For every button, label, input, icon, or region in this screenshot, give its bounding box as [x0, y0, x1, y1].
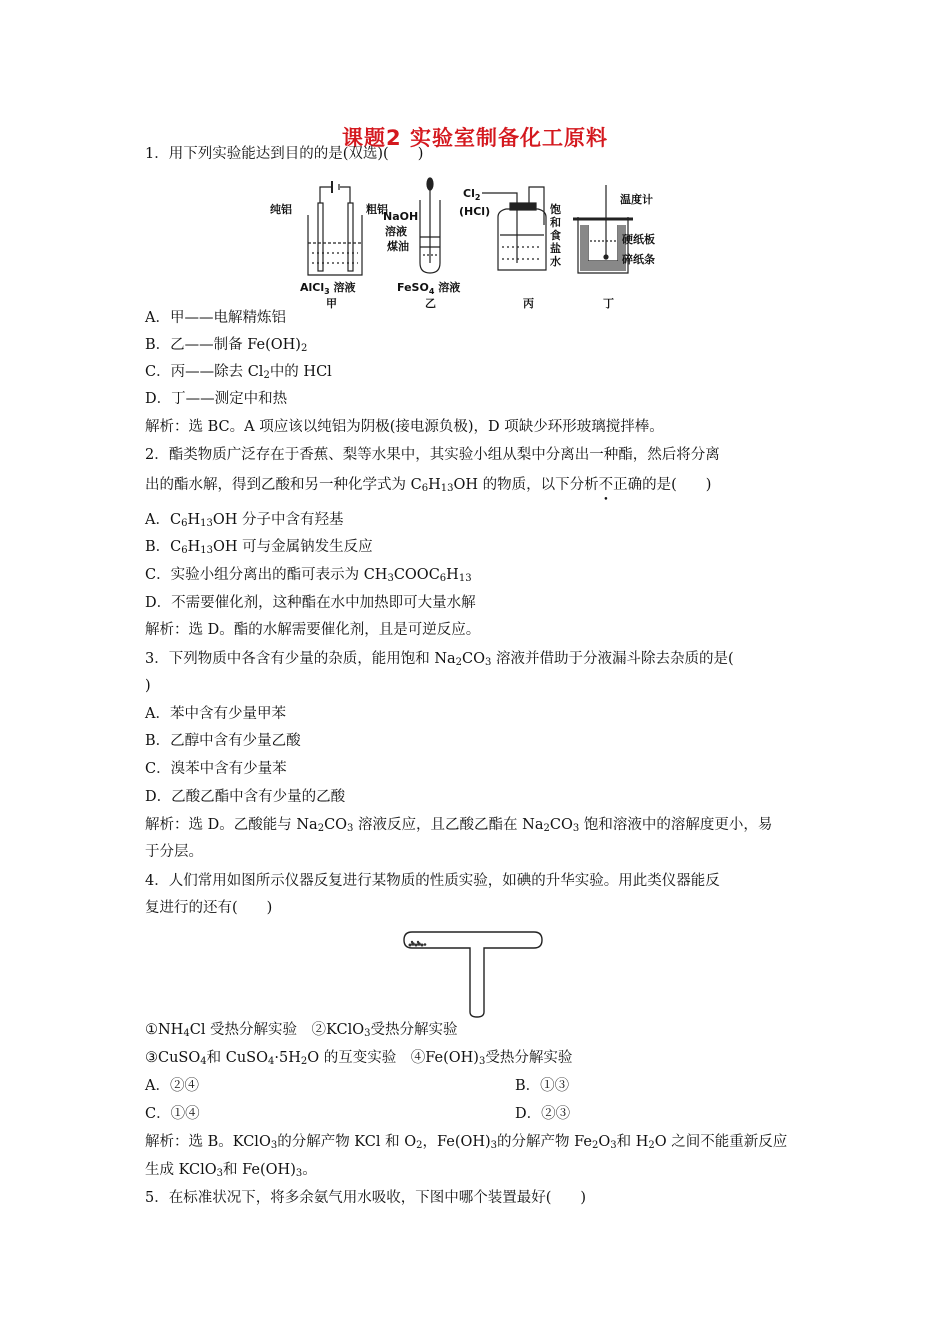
label-hcl: (HCl)	[459, 205, 491, 218]
q4-stem-line2: 复进行的还有( )	[145, 900, 273, 916]
label-pure-al: 纯铝	[270, 203, 292, 216]
label-bing: 丙	[523, 297, 534, 310]
label-naoh: NaOH	[383, 210, 419, 223]
q4-items-line1: $①NH_4Cl$ 受热分解实验 ②KClO$_3$受热分解实验	[145, 1022, 458, 1039]
q3-answer-line2: 于分层。	[145, 844, 203, 860]
q1-option-c: C．丙——除去 $Cl_2$中的 HCl	[145, 364, 332, 381]
iodine-crystals	[409, 941, 427, 947]
q2-answer: 解析：选 D。酯的水解需要催化剂，且是可逆反应。	[145, 622, 481, 638]
q2-stem-line1: 2．酯类物质广泛存在于香蕉、梨等水果中，其实验小组从梨中分离出一种酯，然后将分离	[145, 447, 720, 463]
figure-jia-electrolysis-cell	[308, 181, 362, 275]
q2-stem-line2: 出的酯水解，得到乙酸和另一种化学式为 $C_6H_{13}OH$ 的物质，以下分析不正确的是( )	[145, 477, 712, 494]
q1-option-a: A．甲——电解精炼铝	[145, 310, 286, 326]
q4-figure-tube	[400, 928, 550, 1020]
page-title: 课题2 实验室制备化工原料	[342, 126, 608, 150]
label-cl2: $Cl_2$	[463, 187, 481, 202]
label-paper-scraps: 碎纸条	[622, 253, 655, 266]
label-jia: 甲	[326, 297, 337, 310]
q3-stem-line1: 3．下列物质中各含有少量的杂质，能用饱和 $Na_2CO_3$ 溶液并借助于分液漏斗除去杂质的是(	[145, 651, 734, 668]
q3-option-b: B．乙醇中含有少量乙酸	[145, 733, 301, 749]
q4-answer-line2: 生成 KClO$_3$和 $Fe(OH)_3$。	[145, 1162, 317, 1179]
figure-bing-wash-bottle	[482, 187, 546, 270]
q2-option-a: A．$C_6H_{13}OH$ 分子中含有羟基	[145, 512, 344, 529]
q4-stem-line1: 4．人们常用如图所示仪器反复进行某物质的性质实验，如碘的升华实验。用此类仪器能反	[145, 873, 720, 889]
label-salt-5: 水	[550, 255, 561, 268]
label-kerosene: 煤油	[387, 240, 409, 253]
label-naoh-sol: 溶液	[385, 225, 407, 238]
label-feso4: FeSO$_4$ 溶液	[397, 281, 461, 296]
q4-option-c: C．①④	[145, 1106, 200, 1122]
q1-stem: 1．用下列实验能达到目的的是(双选)( )	[145, 146, 424, 162]
q4-items-line2: ③CuSO$_4$和 $CuSO_4\cdot 5H_2O$ 的互变实验 $④Fe(OH)_3$受热分解实验	[145, 1050, 573, 1067]
q3-answer-line1: 解析：选 D。乙酸能与 $Na_2CO_3$ 溶液反应，且乙酸乙酯在 $Na_2CO_3$ 饱和溶液中的溶解度更小，易	[145, 817, 773, 834]
q1-figure	[270, 175, 690, 310]
q2-option-c: C．实验小组分离出的酯可表示为 $CH_3COOC_6H_{13}$	[145, 567, 472, 584]
q2-option-b: B．$C_6H_{13}OH$ 可与金属钠发生反应	[145, 539, 373, 556]
q4-option-b: B．①③	[515, 1078, 570, 1094]
q1-answer: 解析：选 BC。A 项应该以纯铝为阴极(接电源负极)，D 项缺少环形玻璃搅拌棒。	[145, 419, 664, 435]
q1-option-d: D．丁——测定中和热	[145, 391, 288, 407]
figure-yi-test-tube	[420, 178, 440, 273]
q1-option-b: B．乙——制备 $Fe(OH)_2$	[145, 337, 308, 354]
q3-stem-line2: )	[145, 678, 151, 694]
q3-option-a: A．苯中含有少量甲苯	[145, 706, 286, 722]
q4-option-a: A．②④	[145, 1078, 199, 1094]
label-thermometer: 温度计	[620, 193, 653, 206]
q4-answer-line1: 解析：选 B。KClO$_3$的分解产物 KCl 和 $O_2$，$Fe(OH)_3$的分解产物 $Fe_2O_3$和 $H_2O$ 之间不能重新反应	[145, 1134, 788, 1151]
label-yi: 乙	[425, 297, 436, 310]
label-salt-3: 食	[550, 229, 561, 242]
label-salt-2: 和	[550, 216, 561, 229]
q5-stem: 5．在标准状况下，将多余氨气用水吸收，下图中哪个装置最好( )	[145, 1190, 587, 1206]
label-ding: 丁	[603, 297, 614, 310]
label-alcl3: AlCl$_3$ 溶液	[300, 281, 356, 296]
label-salt-4: 盐	[550, 242, 561, 255]
label-cardboard: 硬纸板	[622, 233, 655, 246]
q3-option-d: D．乙酸乙酯中含有少量的乙酸	[145, 789, 346, 805]
q4-option-d: D．②③	[515, 1106, 571, 1122]
label-crude-al: 粗铝	[366, 203, 388, 216]
q2-option-d: D．不需要催化剂，这种酯在水中加热即可大量水解	[145, 595, 476, 611]
label-salt-1: 饱	[550, 203, 561, 216]
q3-option-c: C．溴苯中含有少量苯	[145, 761, 287, 777]
